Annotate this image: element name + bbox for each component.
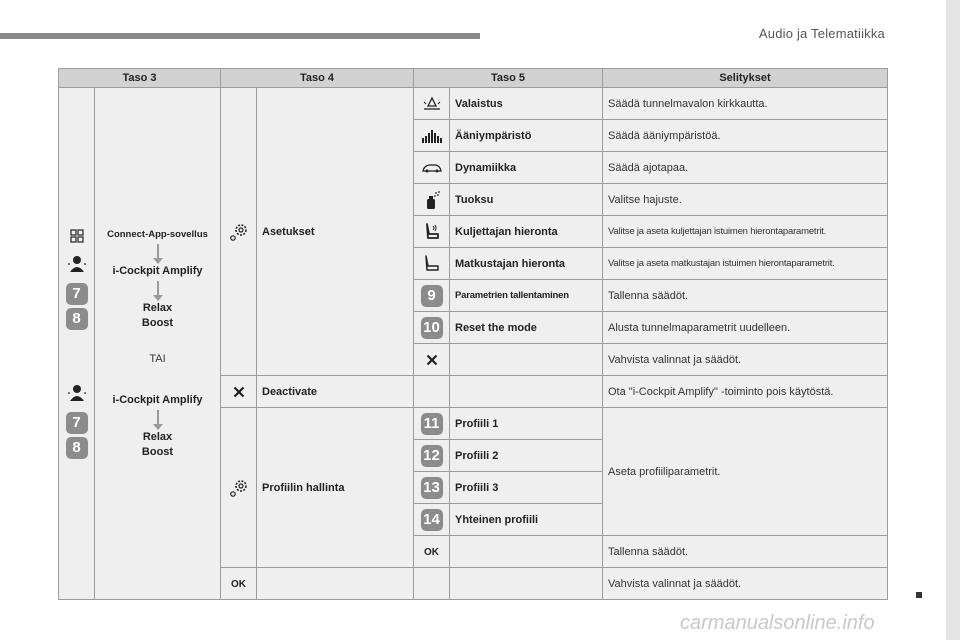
row-description: Vahvista valinnat ja säädöt. (603, 568, 888, 600)
row-icon-cell (414, 312, 450, 344)
badge-11: 11 (421, 413, 443, 435)
col-header-taso3: Taso 3 (59, 69, 221, 88)
seat-icon (422, 222, 442, 242)
badge-8: 8 (66, 308, 88, 330)
taso3-menu-cell (95, 88, 221, 600)
boost-label: Boost (141, 317, 174, 329)
row-label: Tuoksu (450, 184, 603, 216)
profiles-label: Profiilin hallinta (257, 408, 414, 568)
row-label: Dynamiikka (450, 152, 603, 184)
row-icon-cell (414, 88, 450, 120)
row-icon-cell (414, 344, 450, 376)
fragrance-icon (423, 190, 441, 210)
row-icon-cell (414, 120, 450, 152)
settings-icon-cell (221, 88, 257, 376)
row-icon-cell-empty (414, 376, 450, 408)
icockpit-amplify-label: i-Cockpit Amplify (112, 394, 203, 406)
row-icon-cell (414, 152, 450, 184)
badge-10: 10 (421, 317, 443, 339)
top-accent-bar (0, 33, 480, 39)
badge-14: 14 (421, 509, 443, 531)
badge-13: 13 (421, 477, 443, 499)
connect-app-label: Connect-App-sovellus (107, 229, 208, 240)
section-title: Audio ja Telematiikka (758, 26, 885, 41)
row-label-empty (450, 344, 603, 376)
row-icon-cell (414, 504, 450, 536)
row-label-empty (450, 376, 603, 408)
row-label: Reset the mode (450, 312, 603, 344)
table-header-row (59, 69, 888, 88)
row-description: Ota "i-Cockpit Amplify" -toiminto pois käytöstä. (603, 376, 888, 408)
col-header-taso5: Taso 5 (414, 69, 603, 88)
sound-bars-icon (421, 128, 443, 144)
badge-8: 8 (66, 437, 88, 459)
row-label-empty (450, 568, 603, 600)
gear-icon (229, 222, 249, 242)
apps-grid-icon (70, 229, 84, 243)
row-label: Profiili 3 (450, 472, 603, 504)
row-description: Valitse hajuste. (603, 184, 888, 216)
row-icon-cell (414, 536, 450, 568)
settings-label: Asetukset (257, 88, 414, 376)
badge-7: 7 (66, 412, 88, 434)
row-description: Säädä ajotapaa. (603, 152, 888, 184)
row-icon-cell (414, 248, 450, 280)
badge-12: 12 (421, 445, 443, 467)
row-label: Profiili 2 (450, 440, 603, 472)
seat-icon (422, 254, 442, 274)
profiles-icon-cell (221, 408, 257, 568)
row-description: Säädä tunnelmavalon kirkkautta. (603, 88, 888, 120)
deactivate-icon-cell (221, 376, 257, 408)
boost-label: Boost (141, 446, 174, 458)
row-icon-cell-empty (414, 568, 450, 600)
right-edge-strip (946, 0, 960, 640)
row-description: Tallenna säädöt. (603, 280, 888, 312)
light-icon (422, 96, 442, 112)
settings-table (58, 68, 888, 600)
row-description: Tallenna säädöt. (603, 536, 888, 568)
row-description: Alusta tunnelmaparametrit uudelleen. (603, 312, 888, 344)
watermark: carmanualsonline.info (680, 612, 875, 634)
row-description: Valitse ja aseta matkustajan istuimen hierontaparametrit. (603, 248, 888, 280)
final-ok-cell (221, 568, 257, 600)
row-icon-cell (414, 216, 450, 248)
page-end-marker (916, 592, 922, 598)
row-label-empty (450, 536, 603, 568)
arrow-down (157, 410, 159, 424)
row-icon-cell (414, 184, 450, 216)
ok-label: OK (424, 546, 439, 558)
row-label: Yhteinen profiili (450, 504, 603, 536)
row-description: Säädä ääniympäristöä. (603, 120, 888, 152)
deactivate-label: Deactivate (257, 376, 414, 408)
row-icon-cell (414, 472, 450, 504)
arrow-down (157, 244, 159, 258)
arrow-down (157, 281, 159, 295)
car-icon (421, 162, 443, 174)
close-icon (233, 386, 245, 398)
gear-icon (229, 478, 249, 498)
col-header-selitykset: Selitykset (603, 69, 888, 88)
final-label-empty (257, 568, 414, 600)
taso3-icon-cell (59, 88, 95, 600)
table-row (59, 88, 888, 120)
cockpit-person-icon (67, 255, 87, 273)
row-label: Parametrien tallentaminen (450, 280, 603, 312)
relax-label: Relax (142, 431, 173, 443)
row-label: Matkustajan hieronta (450, 248, 603, 280)
badge-7: 7 (66, 283, 88, 305)
profile-description: Aseta profiiliparametrit. (603, 408, 888, 536)
row-label: Profiili 1 (450, 408, 603, 440)
row-label: Ääniympäristö (450, 120, 603, 152)
row-label: Valaistus (450, 88, 603, 120)
row-icon-cell (414, 408, 450, 440)
row-description: Vahvista valinnat ja säädöt. (603, 344, 888, 376)
close-icon (426, 354, 438, 366)
row-icon-cell (414, 440, 450, 472)
ok-label: OK (231, 578, 246, 590)
badge-9: 9 (421, 285, 443, 307)
icockpit-amplify-label: i-Cockpit Amplify (112, 265, 203, 277)
row-description: Valitse ja aseta kuljettajan istuimen hierontaparametrit. (603, 216, 888, 248)
relax-label: Relax (142, 302, 173, 314)
col-header-taso4: Taso 4 (221, 69, 414, 88)
cockpit-person-icon (67, 384, 87, 402)
row-label: Kuljettajan hieronta (450, 216, 603, 248)
or-label: TAI (149, 353, 166, 365)
row-icon-cell (414, 280, 450, 312)
